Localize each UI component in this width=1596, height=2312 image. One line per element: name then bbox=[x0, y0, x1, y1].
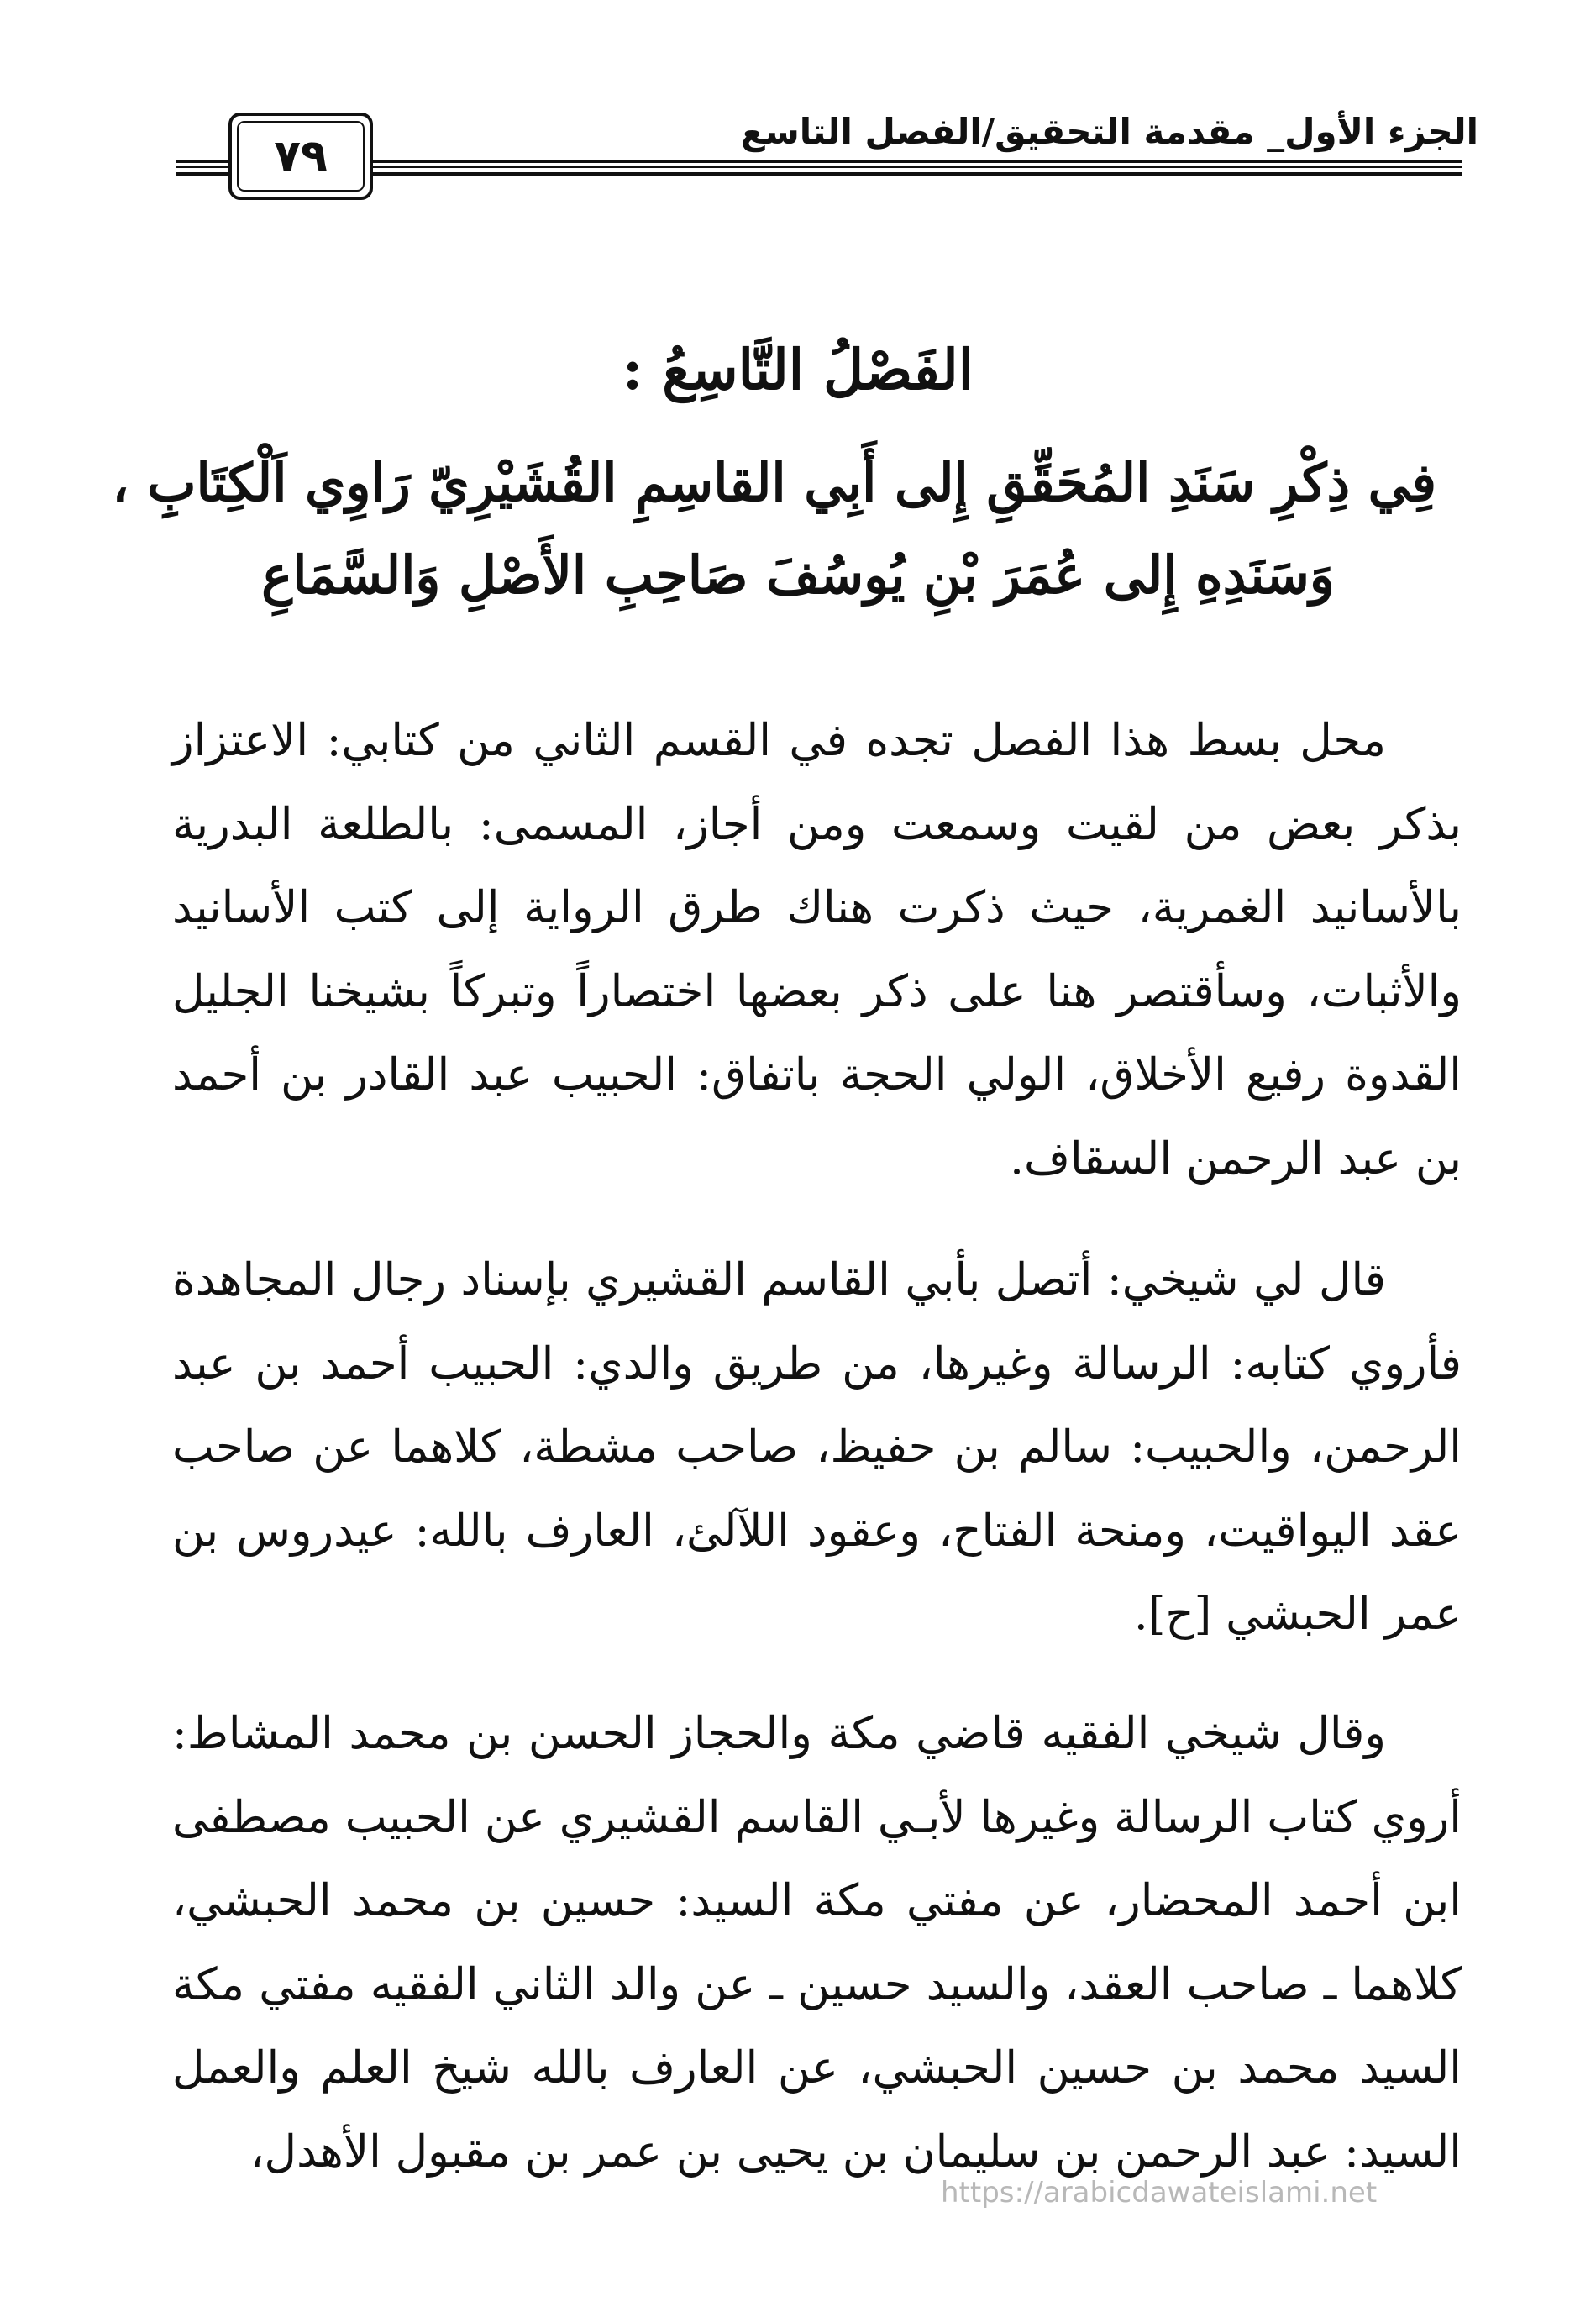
body-paragraph-2 bbox=[172, 1238, 1462, 1657]
paragraph-text: قال لي شيخي: أتصل بأبي القاسم القشيري بإسناد رجال المجاهدة فأروي كتابه: الرسالة وغيرها، من طريق والدي: الحبيب أحمد بن عبد الرحمن، والحبيب: سالم بن حفيظ، صاحب مشطة، كلاهما عن صاحب عقد اليواقيت، ومنحة الفتاح، وعقود اللآلئ، العارف بالله: عيدروس بن عمر الحبشي [ح]. bbox=[172, 1254, 1462, 1640]
page-number-frame bbox=[228, 113, 373, 200]
body-paragraph-1 bbox=[172, 699, 1462, 1201]
chapter-title: الفَصْلُ التَّاسِعُ : bbox=[622, 337, 974, 402]
paragraph-text: وقال شيخي الفقيه قاضي مكة والحجاز الحسن بن محمد المشاط: أروي كتاب الرسالة وغيرها لأبـي القاسم القشيري عن الحبيب مصطفى ابن أحمد المحضار، عن مفتي مكة السيد: حسين بن محمد الحبشي، كلاهما ـ صاحب العقد، والسيد حسين ـ عن والد الثاني الفقيه مفتي مكة السيد محمد بن حسين الحبشي، عن العارف بالله شيخ العلم والعمل السيد: عبد الرحمن بن سليمان بن يحيى بن عمر بن مقبول الأهدل، bbox=[172, 1708, 1462, 2178]
chapter-subtitle-line-2: وَسَنَدِهِ إِلى عُمَرَ بْنِ يُوسُفَ صَاحِبِ الأَصْلِ وَالسَّمَاعِ bbox=[261, 544, 1335, 606]
chapter-subtitle bbox=[112, 437, 1436, 622]
source-watermark: https://arabicdawateislami.net bbox=[941, 2176, 1378, 2210]
running-header-title: الجزء الأول_ مقدمة التحقيق/الفصل التاسع bbox=[740, 111, 1478, 152]
body-paragraph-3 bbox=[172, 1692, 1462, 2194]
chapter-subtitle-line-1: فِي ذِكْرِ سَنَدِ المُحَقِّقِ إِلى أَبِي القاسِمِ القُشَيْرِيّ رَاوِي اَلْكِتَابِ ، bbox=[112, 452, 1436, 513]
page-number: ٧٩ bbox=[274, 131, 328, 181]
paragraph-text: محل بسط هذا الفصل تجده في القسم الثاني من كتابي: الاعتزاز بذكر بعض من لقيت وسمعت ومن أجاز، المسمى: بالطلعة البدرية بالأسانيد الغمرية، حيث ذكرت هناك طرق الرواية إلى كتب الأسانيد والأثبات، وسأقتصر هنا على ذكر بعضها اختصاراً وتبركاً بشيخنا الجليل القدوة رفيع الأخلاق، الولي الحجة باتفاق: الحبيب عبد القادر بن أحمد بن عبد الرحمن السقاف. bbox=[172, 715, 1462, 1185]
